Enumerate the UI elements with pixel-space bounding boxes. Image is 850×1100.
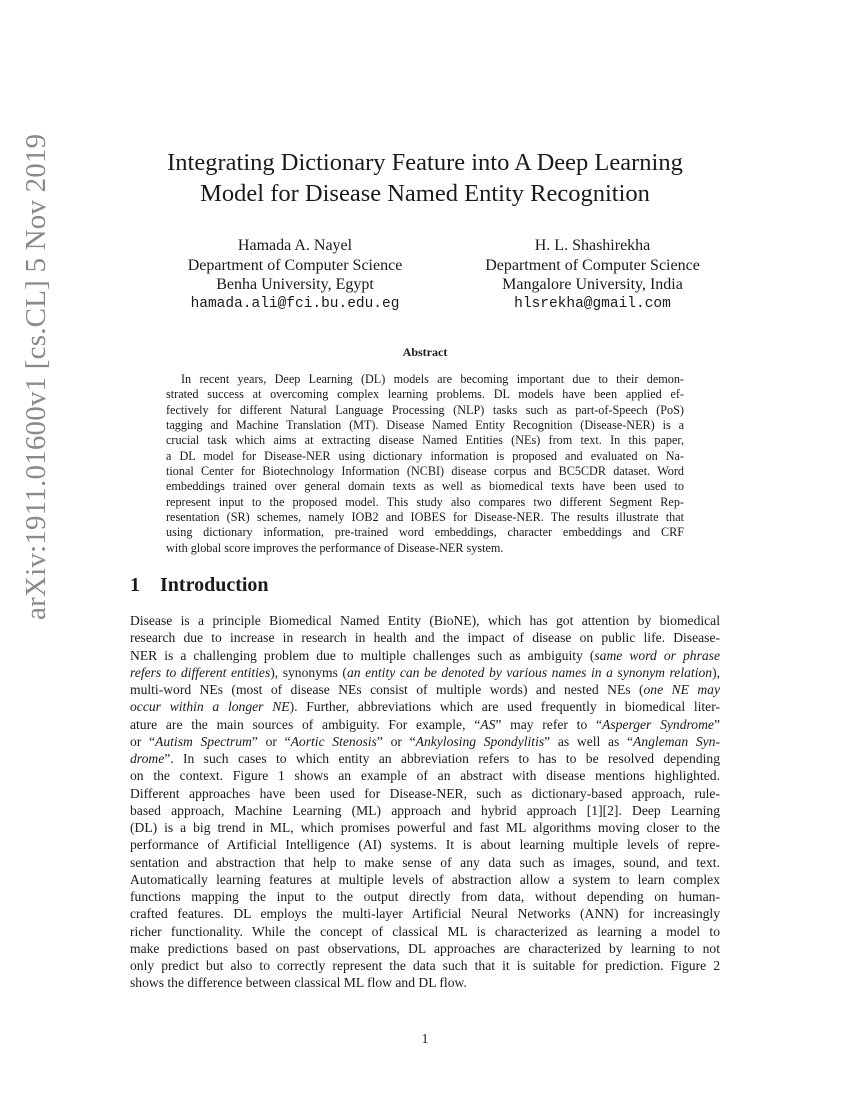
author-university: Benha University, Egypt	[216, 276, 374, 293]
abstract-line: resentation (SR) schemes, namely IOB2 and IOBES for Disease-NER. The results illustrate that	[166, 510, 684, 525]
author-name: H. L. Shashirekha	[534, 237, 651, 254]
intro-line	[130, 733, 720, 750]
intro-line	[130, 647, 720, 664]
intro-text: ” or “	[376, 733, 416, 749]
intro-text: ” may refer to “	[495, 716, 603, 732]
intro-text: NER is a challenging problem due to multiple challenges such as ambiguity (	[130, 647, 595, 663]
section-heading-introduction	[130, 574, 269, 597]
author-university: Mangalore University, India	[502, 276, 683, 293]
abstract-line: fectively for different Natural Language Processing (NLP) tasks such as part-of-Speech (PoS)	[166, 402, 684, 417]
abstract-line: crucial task which aims at extracting disease Named Entities (NEs) from text. In this paper,	[166, 433, 684, 448]
author-department: Department of Computer Science	[187, 256, 403, 274]
author-name: Hamada A. Nayel	[237, 237, 353, 254]
intro-italic-text: Autism Spectrum	[155, 733, 252, 749]
intro-line: sentation and abstraction that help to make sense of any data such as images, sound, and text.	[130, 854, 720, 870]
abstract-line: with global score improves the performance of Disease-NER system.	[166, 540, 504, 555]
intro-italic-text: Aortic Stenosis	[290, 733, 377, 749]
intro-italic-text: Asperger Syndrome	[602, 716, 714, 732]
abstract-line: tagging and Machine Translation (MT). Disease Named Entity Recognition (Disease-NER) is a	[166, 418, 684, 433]
intro-text: or “	[130, 733, 156, 749]
intro-line: on the context. Figure 1 shows an example of an abstract with disease mentions highlighted.	[130, 768, 720, 784]
intro-italic-text: AS	[480, 716, 496, 732]
intro-italic-text: drome	[130, 751, 165, 766]
introduction-paragraph	[130, 612, 720, 992]
intro-line: only predict but also to correctly represent the data such that it is suitable for prediction. Figure 2	[130, 958, 720, 973]
intro-line: make predictions based on past observations, DL approaches are characterized by learning to not	[130, 940, 720, 956]
abstract-line: strated success at overcoming complex learning problems. DL models have been applied ef-	[166, 387, 684, 402]
intro-text: ),	[712, 664, 720, 680]
intro-line	[130, 664, 720, 681]
intro-line: Disease is a principle Biomedical Named Entity (BioNE), which has got attention by biomedical	[130, 613, 720, 628]
intro-text: ”	[713, 716, 720, 732]
paper-title-line-1: Integrating Dictionary Feature into A Deep Learning	[167, 149, 683, 176]
intro-line: based approach, Machine Learning (ML) approach and hybrid approach [1][2]. Deep Learning	[130, 802, 720, 818]
intro-line: (DL) is a big trend in ML, which promises powerful and fast ML algorithms moving closer to the	[130, 820, 720, 835]
intro-line	[130, 750, 720, 767]
intro-text: multi-word NEs (most of disease NEs consist of multiple words) and nested NEs (	[130, 682, 644, 697]
intro-line	[130, 681, 720, 698]
intro-line: functions mapping the input to the output directly from data, without depending on human-	[130, 889, 720, 904]
arxiv-identifier-stamp: arXiv:1911.01600v1 [cs.CL] 5 Nov 2019	[20, 133, 52, 620]
intro-line	[130, 698, 720, 715]
abstract-line: a DL model for Disease-NER using dictionary information is proposed and evaluated on Na-	[166, 448, 684, 463]
author-block-2	[455, 236, 730, 314]
abstract-heading: Abstract	[402, 345, 448, 359]
page-number: 1	[421, 1031, 429, 1046]
paper-title	[120, 147, 730, 209]
author-email: hamada.ali@fci.bu.edu.eg	[190, 295, 400, 312]
intro-line: performance of Artificial Intelligence (AI) systems. It is about learning multiple levels of repre-	[130, 837, 720, 853]
intro-line	[130, 716, 720, 733]
section-number: 1	[130, 574, 140, 596]
paper-title-line-2: Model for Disease Named Entity Recognition	[200, 180, 650, 207]
author-email: hlsrekha@gmail.com	[514, 295, 671, 312]
intro-line: richer functionality. While the concept of classical ML is characterized as learning a model to	[130, 923, 720, 939]
intro-italic-text: Angleman Syn-	[633, 733, 720, 749]
intro-text: ature are the main sources of ambiguity. For example, “	[130, 716, 481, 732]
intro-italic-text: refers to different entities	[130, 664, 271, 680]
intro-italic-text: same word or phrase	[594, 647, 720, 663]
author-department: Department of Computer Science	[485, 256, 700, 274]
intro-line: Automatically learning features at multiple levels of abstraction allow a system to learn complex	[130, 871, 720, 887]
intro-text: ). Further, abbreviations which are used frequently in biomedical liter-	[289, 699, 720, 715]
intro-italic-text: an entity can be denoted by various names in a synonym relation	[346, 664, 713, 680]
intro-italic-text: Ankylosing Spondylitis	[415, 733, 545, 749]
intro-line: research due to increase in research in health and the impact of disease on public life. Disease-	[130, 630, 720, 646]
intro-text: ” as well as “	[544, 733, 634, 749]
intro-line: shows the difference between classical ML flow and DL flow.	[130, 975, 467, 991]
intro-line: Different approaches have been used for Disease-NER, such as dictionary-based approach, rule-	[130, 785, 720, 801]
intro-text: ” or “	[251, 733, 291, 749]
abstract-line: In recent years, Deep Learning (DL) models are becoming important due to their demon-	[181, 372, 684, 386]
intro-italic-text: one NE may	[643, 682, 720, 697]
abstract-line: using dictionary information, pre-trained word embeddings, character embeddings and CRF	[166, 525, 684, 540]
author-block-1	[150, 236, 440, 314]
abstract-body	[166, 372, 684, 556]
abstract-line: represent input to the proposed model. This study also compares two different Segment Rep-	[166, 494, 684, 509]
intro-text: ”. In such cases to which entity an abbreviation refers to has to be resolved depending	[164, 751, 720, 766]
section-title: Introduction	[160, 574, 269, 596]
abstract-line: embeddings trained over general domain texts as well as biomedical texts have been used to	[166, 479, 684, 494]
intro-text: ), synonyms (	[270, 664, 347, 680]
intro-line: crafted features. DL employs the multi-layer Artificial Neural Networks (ANN) for increasingly	[130, 906, 720, 922]
intro-italic-text: occur within a longer NE	[130, 699, 290, 715]
abstract-line: tional Center for Biotechnology Information (NCBI) disease corpus and BC5CDR dataset. Word	[166, 464, 684, 479]
